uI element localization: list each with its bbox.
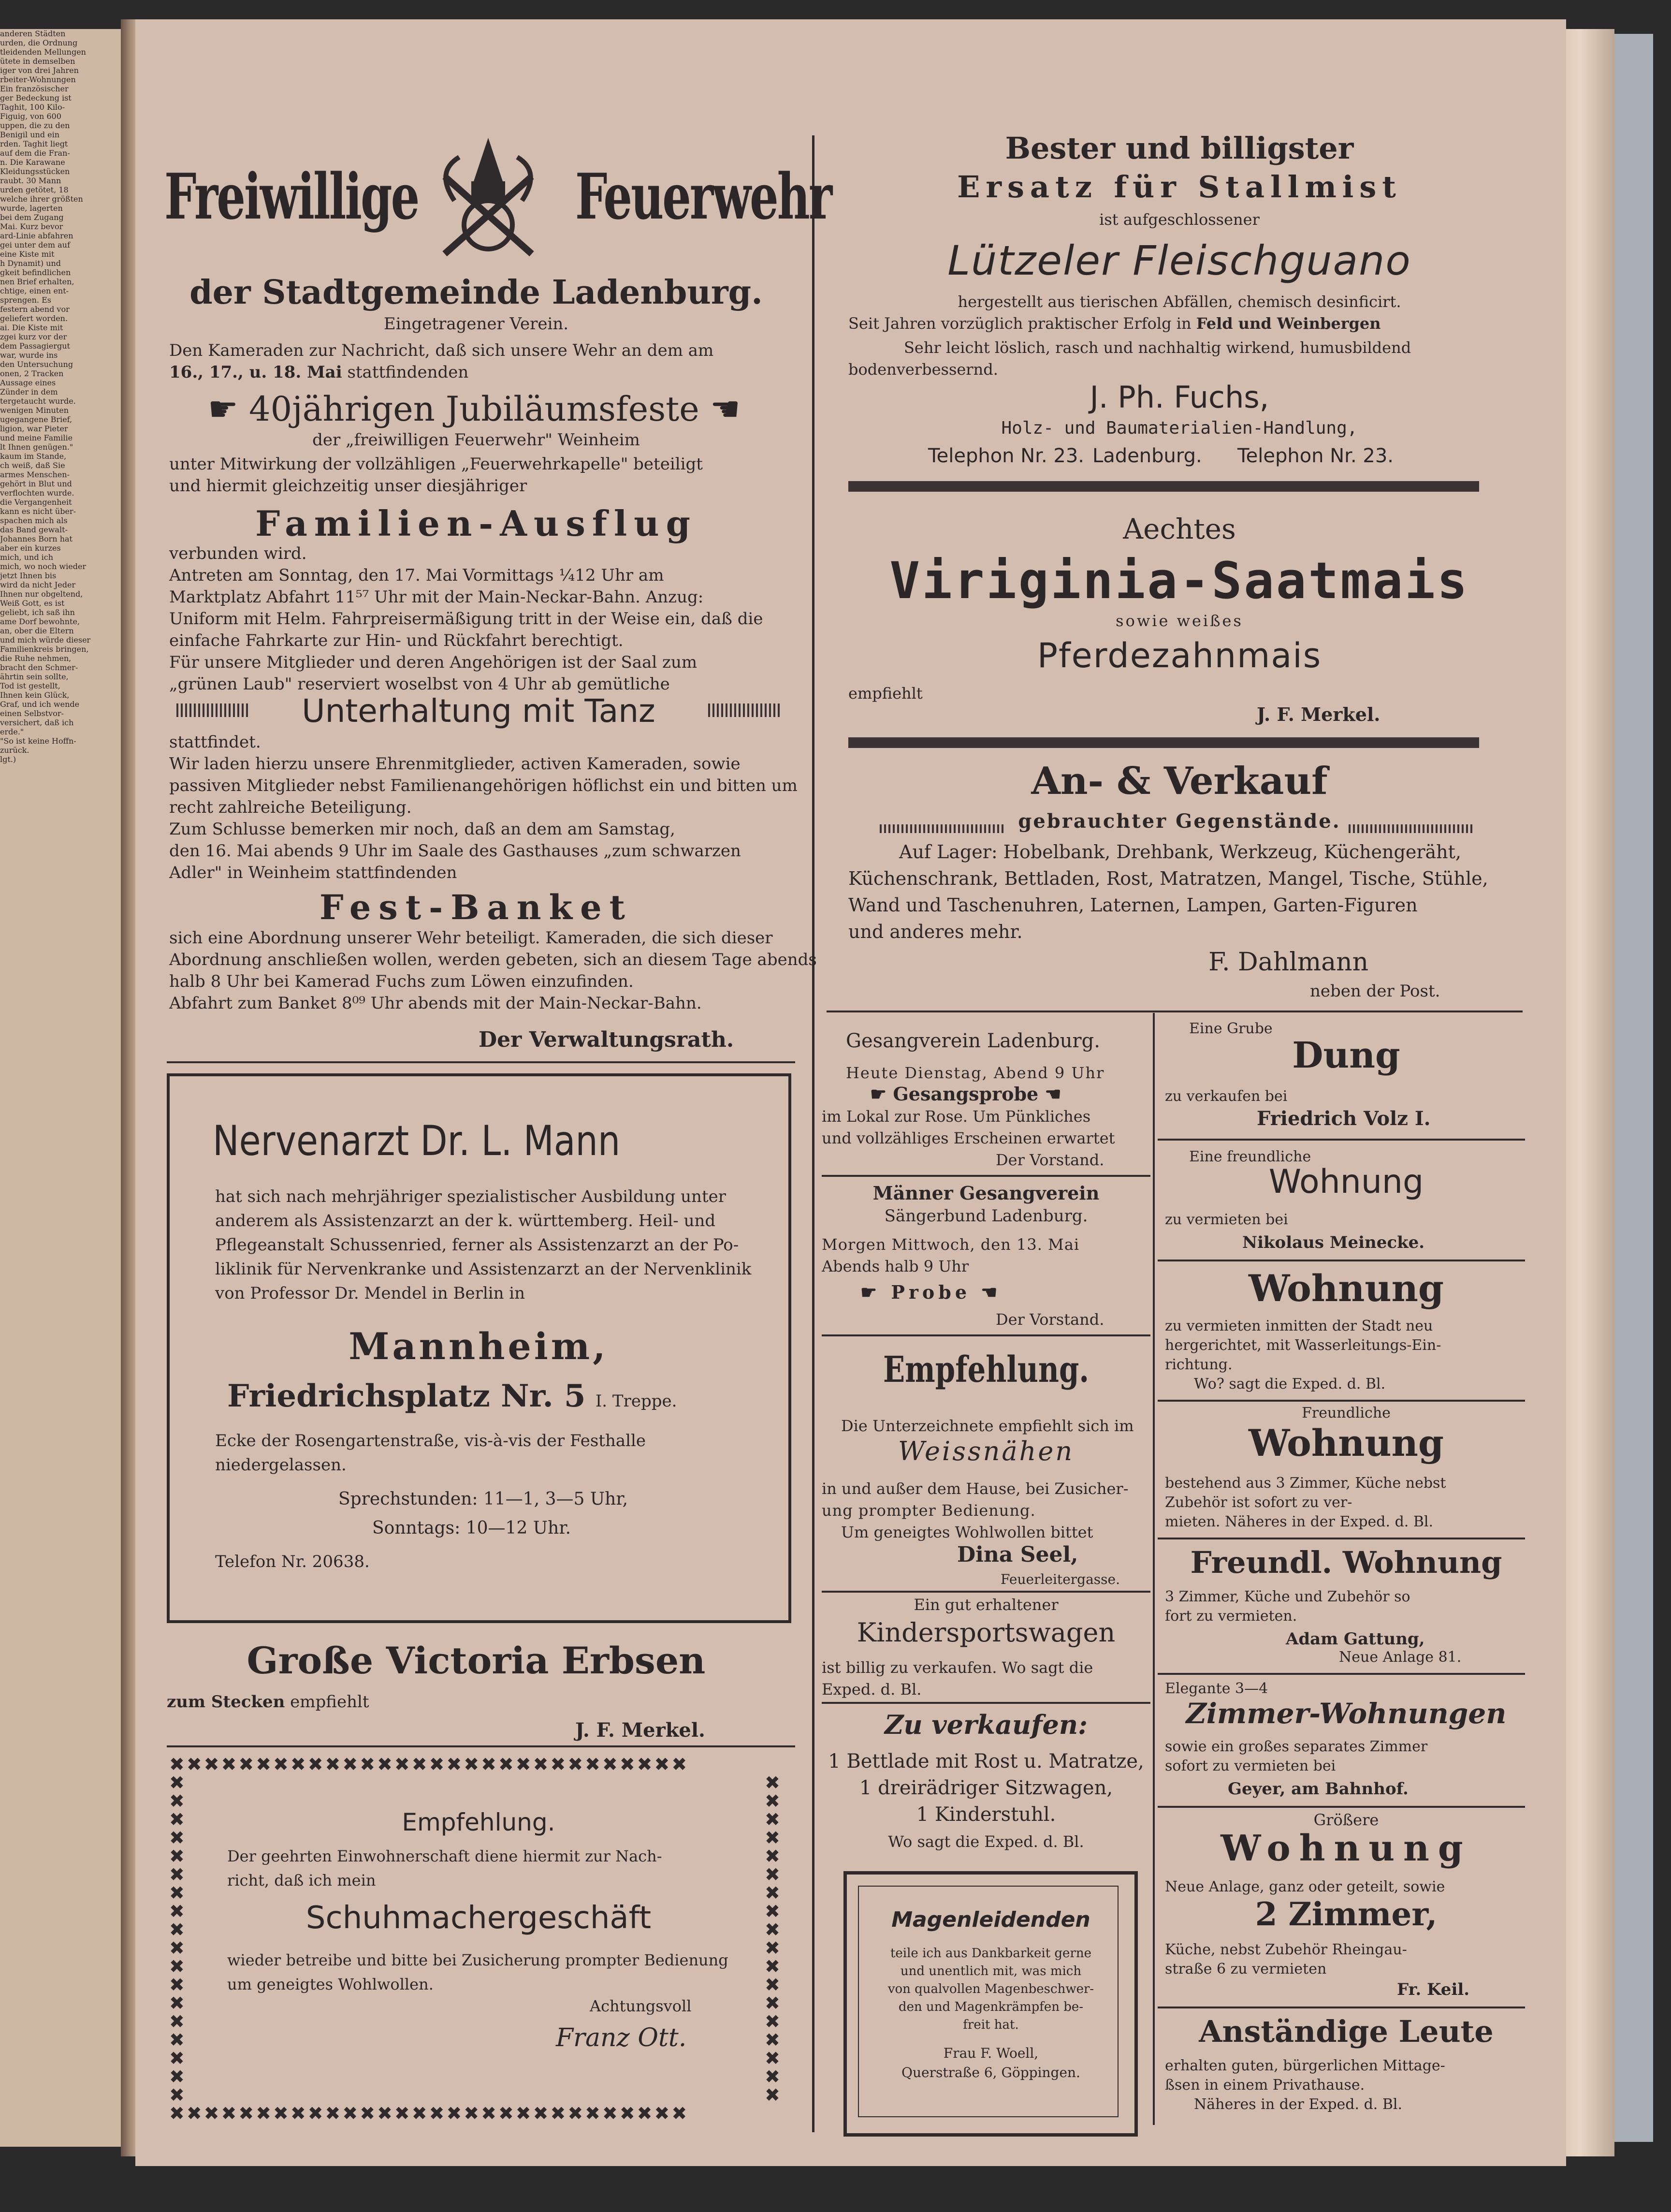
- wohnung2-big: Wohnung: [1248, 1267, 1444, 1310]
- left-page-fragment: bei dem Zugang: [0, 213, 64, 222]
- pointing-hand-left-icon: ☚: [710, 389, 741, 429]
- jubilaeum-title: 40jährigen Jubiläumsfeste: [249, 389, 699, 429]
- unterhaltung-title: Unterhaltung mit Tanz: [302, 692, 655, 730]
- feuerwehr-p7c: recht zahlreiche Beteiligung.: [169, 798, 412, 817]
- feuerwehr-p9a: sich eine Abordnung unserer Wehr beteiligt. Kameraden, die sich dieser: [169, 928, 773, 948]
- feuerwehr-p4b: Marktplatz Abfahrt 11⁵⁷ Uhr mit der Main-Neckar-Bahn. Anzug:: [169, 587, 704, 607]
- left-page-fragment: lt Ihnen genügen.": [0, 442, 73, 452]
- left-page-fragment: die Ruhe nehmen,: [0, 654, 72, 663]
- left-page-fragment: ch weiß, daß Sie: [0, 461, 65, 470]
- freundl-l2: fort zu vermieten.: [1165, 1608, 1297, 1625]
- decor-rule: [708, 703, 781, 717]
- weiss-l2: in und außer dem Hause, bei Zusicher-: [822, 1480, 1129, 1498]
- guano-product: Lützeler Fleischguano: [947, 237, 1411, 284]
- mais-title: Viriginia-Saatmais: [889, 551, 1469, 610]
- left-page-fragment: gkeit befindlichen: [0, 268, 71, 277]
- jubilaeum-line: [208, 389, 741, 429]
- left-page-fragment: Zünder in dem: [0, 387, 58, 396]
- mais-signature: J. F. Merkel.: [1257, 703, 1380, 725]
- separator: [1158, 1139, 1525, 1141]
- feuerwehr-dates: 16., 17., u. 18. Mai: [169, 363, 342, 382]
- left-page-fragment: geliebt, ich saß ihn: [0, 608, 75, 617]
- left-page-fragment: ährtin sein sollte,: [0, 672, 69, 681]
- left-page-fragment: gehört in Blut und: [0, 479, 72, 488]
- separator: [1158, 2007, 1525, 2008]
- leute-big: Anständige Leute: [1199, 2014, 1494, 2049]
- wohnung2-l2: hergerichtet, mit Wasserleitungs-Ein-: [1165, 1337, 1441, 1354]
- decor-rule: [880, 824, 1005, 833]
- left-page-fragment: wenigen Minuten: [0, 406, 69, 415]
- left-page-fragment: die Vergangenheit: [0, 498, 72, 507]
- nervenarzt-l4: liklinik für Nervenkranke und Assistenzarzt an der Nervenklinik: [215, 1260, 752, 1279]
- separator: [167, 1745, 795, 1747]
- left-page-fragment: bracht den Schmer-: [0, 663, 78, 672]
- left-page-fragment: Mai. Kurz bevor: [0, 222, 63, 231]
- left-page-fragment: h Dynamit) und: [0, 259, 61, 268]
- left-page-fragment: Graf, und ich wende: [0, 700, 80, 709]
- feuerwehr-p9c: halb 8 Uhr bei Kamerad Fuchs zum Löwen einzufinden.: [169, 972, 634, 991]
- erbsen-sub-bold: zum Stecken: [167, 1692, 285, 1712]
- feuerwehr-p8a: Zum Schlusse bemerken mir noch, daß an dem am Samstag,: [169, 820, 675, 839]
- erbsen-title: Große Victoria Erbsen: [247, 1639, 706, 1682]
- wohnung3-l4: mieten. Näheres in der Exped. d. Bl.: [1165, 1513, 1434, 1530]
- leute-l2: ßsen in einem Privathause.: [1165, 2077, 1365, 2094]
- kinder-l1: Ein gut erhaltener: [914, 1596, 1059, 1614]
- kinder-l2: ist billig zu verkaufen. Wo sagt die: [822, 1658, 1093, 1677]
- feuerwehr-p10: Abfahrt zum Banket 8⁰⁹ Uhr abends mit der Main-Neckar-Bahn.: [169, 994, 702, 1013]
- separator: [1158, 1806, 1525, 1808]
- wohnung2-l3: richtung.: [1165, 1356, 1233, 1373]
- schuh-achtungsvoll: Achtungsvoll: [590, 1997, 692, 2015]
- feuerwehr-subtitle: der Stadtgemeinde Ladenburg.: [189, 273, 763, 312]
- feuerwehr-verein: Eingetragener Verein.: [383, 314, 569, 334]
- left-page-fragment: sprengen. Es: [0, 295, 51, 305]
- left-page-fragment: verflochten wurde.: [0, 488, 74, 498]
- feuerwehr-p7b: passiven Mitglieder nebst Familienangehörigen höflichst ein und bitten um: [169, 776, 798, 795]
- left-page-fragment: wird da nicht Jeder: [0, 580, 76, 589]
- left-page-fragment: den Untersuchung: [0, 360, 73, 369]
- groessere-l2: Neue Anlage, ganz oder geteilt, sowie: [1165, 1878, 1445, 1895]
- left-page-fragment: Aussage eines: [0, 378, 56, 387]
- guano-l3: Sehr leicht löslich, rasch und nachhaltig wirkend, humusbildend: [904, 338, 1411, 357]
- nervenarzt-l1: hat sich nach mehrjähriger spezialistischer Ausbildung unter: [215, 1187, 726, 1206]
- weiss-l3: ung prompter Bedienung.: [822, 1501, 1036, 1520]
- cross-border-segment: ✖✖✖✖✖✖✖✖✖✖✖✖✖✖✖✖✖✖: [169, 1773, 185, 2104]
- zimmer-l1: Elegante 3—4: [1165, 1680, 1268, 1697]
- nervenarzt-l2: anderem als Assistenzarzt an der k. württemberg. Heil- und: [215, 1211, 716, 1231]
- wohnung1-l1: Eine freundliche: [1189, 1148, 1311, 1165]
- left-page-fragment: welche ihrer größten: [0, 194, 83, 204]
- zuverk-l2: 1 dreirädriger Sitzwagen,: [859, 1777, 1113, 1799]
- mais-sowie: sowie weißes: [1116, 612, 1243, 630]
- bankett-title: Fest-Banket: [320, 887, 633, 927]
- feuerwehr-p5b: „grünen Laub" reserviert woselbst von 4 Uhr ab gemütliche: [169, 674, 670, 694]
- left-page-fragment: und mich würde dieser: [0, 635, 91, 645]
- dung-l1: Eine Grube: [1189, 1020, 1273, 1037]
- thick-separator: [848, 481, 1479, 492]
- wohnung3-l1: Freundliche: [1302, 1405, 1391, 1421]
- left-page-fragment: aber ein kurzes: [0, 543, 61, 553]
- left-page-fragment: auf dem die Fran-: [0, 148, 70, 158]
- left-page-fragment: Figuig, von 600: [0, 112, 61, 121]
- column-divider: [812, 135, 814, 2132]
- wohnung1-big: Wohnung: [1268, 1163, 1424, 1201]
- feuerwehr-p8c: Adler" in Weinheim stattfindenden: [169, 863, 457, 882]
- wohnung2-l1: zu vermieten inmitten der Stadt neu: [1165, 1318, 1433, 1334]
- left-page-fragment: zurück.: [0, 746, 29, 755]
- weiss-l1: Die Unterzeichnete empfiehlt sich im: [841, 1417, 1134, 1435]
- pointing-hand-right-icon: ☛: [860, 1281, 881, 1303]
- magen-l3: von qualvollen Magenbeschwer-: [887, 1982, 1094, 1996]
- maenner-l2: Abends halb 9 Uhr: [822, 1257, 969, 1275]
- left-page-fragment: wurde, lagerten: [0, 204, 63, 213]
- left-page-fragment: anderen Städten: [0, 29, 66, 38]
- nervenarzt-floor: I. Treppe.: [595, 1392, 677, 1411]
- left-page-fragment: ugegangene Brief,: [0, 415, 73, 424]
- left-page-fragment: rbeiter-Wohnungen: [0, 75, 76, 84]
- weiss-sign-sub: Feuerleitergasse.: [1001, 1571, 1120, 1587]
- feuerwehr-p2a: unter Mitwirkung der vollzähligen „Feuerwehrkapelle" beteiligt: [169, 454, 703, 474]
- left-page-fragment: lgt.): [0, 755, 16, 764]
- cross-border-segment: ✖✖✖✖✖✖✖✖✖✖✖✖✖✖✖✖✖✖✖✖✖✖✖✖✖✖✖✖✖✖: [169, 1755, 689, 1773]
- ankauf-l4: und anderes mehr.: [848, 921, 1023, 942]
- maenner-probe: Probe: [891, 1281, 971, 1303]
- schuh-title: Empfehlung.: [402, 1808, 555, 1836]
- feuerwehr-p4a: Antreten am Sonntag, den 17. Mai Vormittags ¼12 Uhr am: [169, 566, 664, 585]
- separator: [822, 1334, 1150, 1336]
- left-page-fragment: Tod ist gestellt,: [0, 681, 60, 690]
- magen-l2: und unentlich mit, was mich: [900, 1964, 1082, 1978]
- gesang-l1: Heute Dienstag, Abend 9 Uhr: [846, 1064, 1105, 1082]
- left-page-fragment: Johannes Born hat: [0, 534, 73, 543]
- zuverk-l3: 1 Kinderstuhl.: [916, 1803, 1056, 1826]
- maenner-signature: Der Vorstand.: [996, 1310, 1104, 1329]
- schuh-signature: Franz Ott.: [556, 2023, 687, 2052]
- ankauf-title: An- & Verkauf: [1031, 759, 1328, 803]
- left-page-fragment: festern abend vor: [0, 305, 70, 314]
- left-page-fragment: erde.": [0, 727, 24, 736]
- zimmer-l3: sofort zu vermieten bei: [1165, 1758, 1336, 1774]
- feuerwehr-p9b: Abordnung anschließen wollen, werden gebeten, sich an diesem Tage abends: [169, 950, 817, 969]
- left-page-fragment: urden getötet, 18: [0, 185, 69, 194]
- magen-l5: freit hat.: [963, 2018, 1019, 2032]
- nervenarzt-telefon: Telefon Nr. 20638.: [215, 1552, 370, 1571]
- feuerwehr-p8b: den 16. Mai abends 9 Uhr im Saale des Gasthauses „zum schwarzen: [169, 841, 741, 861]
- schuh-l3: wieder betreibe und bitte bei Zusicherung prompter Bedienung: [227, 1951, 728, 1969]
- ankauf-signature: F. Dahlmann: [1208, 948, 1369, 977]
- weiss-title: Empfehlung.: [883, 1349, 1089, 1391]
- freundl-signature: Adam Gattung,: [1286, 1629, 1425, 1649]
- left-page-fragment: geliefert worden.: [0, 314, 68, 323]
- feuerwehr-p4d: einfache Fahrkarte zur Hin- und Rückfahrt berechtigt.: [169, 631, 624, 650]
- ankauf-l2: Küchenschrank, Bettladen, Rost, Matratzen, Mangel, Tische, Stühle,: [848, 868, 1488, 889]
- left-page-fragment: nen Brief erhalten,: [0, 277, 74, 286]
- magen-l1: teile ich aus Dankbarkeit gerne: [890, 1946, 1092, 1961]
- left-page-fragment: mich, und ich: [0, 553, 54, 562]
- left-page-fragment: mich, wo noch wieder: [0, 562, 87, 571]
- left-page-fragment: war, wurde ins: [0, 351, 58, 360]
- wohnung3-l2: bestehend aus 3 Zimmer, Küche nebst: [1165, 1475, 1446, 1492]
- groessere-big2: 2 Zimmer,: [1255, 1895, 1438, 1933]
- groessere-l4: straße 6 zu vermieten: [1165, 1961, 1327, 1978]
- gesang-title: Gesangverein Ladenburg.: [846, 1030, 1100, 1052]
- zimmer-l2: sowie ein großes separates Zimmer: [1165, 1738, 1428, 1755]
- guano-l2-bold: Feld und Weinbergen: [1196, 314, 1381, 333]
- guano-h3: ist aufgeschlossener: [1099, 210, 1260, 229]
- feuerwehr-p1a: Den Kameraden zur Nachricht, daß sich unsere Wehr an dem am: [169, 341, 714, 360]
- feuerwehr-der-line: der „freiwilligen Feuerwehr" Weinheim: [312, 430, 640, 450]
- wohnung1-l2: zu vermieten bei: [1165, 1211, 1288, 1228]
- left-page-fragment: dem Passagiergut: [0, 341, 70, 351]
- left-page-fragment: kann es nicht über-: [0, 507, 76, 516]
- guano-firm-sub: Holz- und Baumaterialien-Handlung,: [1001, 418, 1358, 438]
- left-page-fragment: einen Selbstvor-: [0, 709, 64, 718]
- kinder-l3: Exped. d. Bl.: [822, 1680, 922, 1699]
- left-page-fragment: urden, die Ordnung: [0, 38, 78, 47]
- left-page-fragment: ligion, war Pieter: [0, 424, 68, 433]
- nervenarzt-l5: von Professor Dr. Mendel in Berlin in: [215, 1284, 525, 1303]
- schuh-l1: Der geehrten Einwohnerschaft diene hiermit zur Nach-: [227, 1847, 662, 1865]
- groessere-big: Wohnung: [1221, 1828, 1472, 1869]
- guano-h2: Ersatz für Stallmist: [957, 169, 1402, 205]
- left-page-fragment: an, ober die Eltern: [0, 626, 74, 635]
- ankauf-sub: gebrauchter Gegenstände.: [1018, 810, 1341, 833]
- guano-telephon-left: Telephon Nr. 23.: [928, 445, 1084, 467]
- separator: [167, 1061, 795, 1063]
- separator: [1158, 1538, 1525, 1539]
- gesang-l3: und vollzähliges Erscheinen erwartet: [822, 1129, 1115, 1147]
- nervenarzt-l3: Pflegeanstalt Schussenried, ferner als Assistenzarzt an der Po-: [215, 1235, 739, 1255]
- left-page-fragment: iger von drei Jahren: [0, 66, 79, 75]
- feuerwehr-p2b: und hiermit gleichzeitig unser diesjähriger: [169, 476, 527, 496]
- left-page-fragment: chtige, einen ent-: [0, 286, 69, 295]
- schuh-l4: um geneigtes Wohlwollen.: [227, 1975, 434, 1993]
- feuerwehr-p7a: Wir laden hierzu unsere Ehrenmitglieder, activen Kameraden, sowie: [169, 754, 741, 774]
- zuverk-l4: Wo sagt die Exped. d. Bl.: [888, 1832, 1084, 1851]
- nervenarzt-city: Mannheim,: [349, 1325, 609, 1368]
- magen-l4: den und Magenkrämpfen be-: [898, 2000, 1084, 2014]
- freundl-big: Freundl. Wohnung: [1190, 1545, 1502, 1580]
- guano-h1: Bester und billigster: [1005, 131, 1354, 166]
- wohnung3-l3: Zubehör ist sofort zu ver-: [1165, 1494, 1352, 1511]
- left-page-fragment: gei unter dem auf: [0, 240, 70, 249]
- left-page-fragment: Benigil und ein: [0, 130, 60, 139]
- magen-signature: Frau F. Woell,: [943, 2045, 1039, 2061]
- feuerwehr-signature: Der Verwaltungsrath.: [479, 1027, 734, 1052]
- leute-l1: erhalten guten, bürgerlichen Mittage-: [1165, 2057, 1445, 2074]
- groessere-l1: Größere: [1313, 1811, 1379, 1829]
- kinder-big: Kindersportswagen: [857, 1617, 1116, 1648]
- left-page-fragment: rden. Taghit liegt: [0, 139, 68, 148]
- zimmer-big: Zimmer-Wohnungen: [1186, 1697, 1507, 1730]
- left-page-fragment: tleidenden Mellungen: [0, 47, 86, 57]
- left-page-fragment: das Band gewalt-: [0, 525, 68, 534]
- decor-rule: [1349, 824, 1474, 833]
- ankauf-sign-sub: neben der Post.: [1310, 981, 1440, 1001]
- left-page-fragment: kaum im Stande,: [0, 452, 67, 461]
- weiss-l4: Um geneigtes Wohlwollen bittet: [841, 1523, 1093, 1541]
- left-page-fragment: Weiß Gott, es ist: [0, 599, 65, 608]
- gesang-l2: im Lokal zur Rose. Um Pünkliches: [822, 1107, 1091, 1126]
- left-page-fragment: ard-Linie abfahren: [0, 231, 73, 240]
- decor-rule: [176, 703, 249, 717]
- nervenarzt-sprechstunden: Sprechstunden: 11—1, 3—5 Uhr,: [338, 1489, 628, 1509]
- left-page-fragment: onen, 2 Tracken: [0, 369, 64, 378]
- nervenarzt-sonntags: Sonntags: 10—12 Uhr.: [372, 1518, 571, 1538]
- schuh-big: Schuhmachergeschäft: [305, 1900, 652, 1936]
- erbsen-sub: empfiehlt: [290, 1692, 369, 1712]
- pointing-hand-left-icon: ☚: [981, 1281, 1002, 1303]
- maenner-t1: Männer Gesangverein: [872, 1182, 1100, 1204]
- erbsen-signature: J. F. Merkel.: [575, 1719, 705, 1742]
- groessere-l3: Küche, nebst Zubehör Rheingau-: [1165, 1941, 1407, 1958]
- nervenarzt-l7: niedergelassen.: [215, 1455, 347, 1475]
- schuh-l2: richt, daß ich mein: [227, 1871, 376, 1890]
- zimmer-signature: Geyer, am Bahnhof.: [1228, 1779, 1409, 1799]
- left-page-fragment: versichert, daß ich: [0, 718, 74, 727]
- separator: [822, 1175, 1150, 1177]
- pointing-hand-left-icon: ☚: [1045, 1083, 1061, 1105]
- separator: [822, 1702, 1150, 1704]
- maenner-l1: Morgen Mittwoch, den 13. Mai: [822, 1235, 1080, 1254]
- ankauf-l1: Auf Lager: Hobelbank, Drehbank, Werkzeug, Küchengeräht,: [899, 841, 1461, 863]
- left-page-fragment: Taghit, 100 Kilo-: [0, 103, 65, 112]
- left-page-fragment: ger Bedeckung ist: [0, 93, 72, 103]
- feuerwehr-word-right: Feuerwehr: [575, 160, 831, 234]
- maenner-t2: Sängerbund Ladenburg.: [884, 1206, 1088, 1226]
- left-page-fragment: eine Kiste mit: [0, 249, 55, 259]
- separator: [1158, 1400, 1525, 1402]
- left-page-fragment: "So ist keine Hoffn-: [0, 736, 76, 746]
- left-page-fragment: jetzt Ihnen bis: [0, 571, 57, 580]
- separator: [822, 1591, 1150, 1593]
- left-page-fragment: Familienkreis bringen,: [0, 645, 89, 654]
- magen-sign-sub: Querstraße 6, Göppingen.: [901, 2065, 1080, 2080]
- left-page-fragment: und meine Familie: [0, 433, 73, 442]
- mais-empfiehlt: empfiehlt: [848, 684, 923, 703]
- nervenarzt-address: Friedrichsplatz Nr. 5: [227, 1378, 586, 1414]
- left-page-fragment: n. Die Karawane: [0, 158, 65, 167]
- pointing-hand-right-icon: ☛: [870, 1083, 887, 1105]
- separator: [1158, 1673, 1525, 1675]
- guano-firm: J. Ph. Fuchs,: [1090, 380, 1269, 415]
- magen-title: Magenleidenden: [891, 1907, 1090, 1932]
- left-page-fragment: tergetaucht wurde.: [0, 396, 76, 406]
- left-page-fragment: ame Dorf bewohnte,: [0, 617, 80, 626]
- zuverk-l1: 1 Bettlade mit Rost u. Matratze,: [828, 1750, 1144, 1773]
- freundl-sign-sub: Neue Anlage 81.: [1339, 1649, 1462, 1666]
- wohnung2-l4: Wo? sagt die Exped. d. Bl.: [1194, 1376, 1386, 1392]
- dung-l2: zu verkaufen bei: [1165, 1088, 1288, 1105]
- feuerwehr-p1b: stattfindenden: [347, 363, 469, 382]
- column-divider-right: [1153, 1013, 1155, 2125]
- feuerwehr-word-left: Freiwillige: [164, 160, 419, 234]
- wohnung3-big: Wohnung: [1248, 1421, 1444, 1465]
- ankauf-l3: Wand und Taschenuhren, Laternen, Lampen, Garten-Figuren: [848, 894, 1418, 916]
- mais-h1: Aechtes: [1123, 513, 1236, 545]
- nervenarzt-l6: Ecke der Rosengartenstraße, vis-à-vis der Festhalle: [215, 1431, 646, 1450]
- feuerwehr-p5a: Für unsere Mitglieder und deren Angehörigen ist der Saal zum: [169, 653, 697, 672]
- feuerwehr-p6: stattfindet.: [169, 732, 261, 752]
- leute-l3: Näheres in der Exped. d. Bl.: [1194, 2096, 1403, 2113]
- left-page-fragment: raubt. 30 Mann: [0, 176, 61, 185]
- guano-l2: Seit Jahren vorzüglich praktischer Erfolg in: [848, 314, 1191, 333]
- left-page-fragment: ütete in demselben: [0, 57, 75, 66]
- wohnung1-signature: Nikolaus Meinecke.: [1242, 1233, 1425, 1252]
- gesang-signature: Der Vorstand.: [996, 1151, 1104, 1169]
- groessere-signature: Fr. Keil.: [1397, 1980, 1470, 1999]
- left-page-fragment: Ihnen nur obgeltend,: [0, 589, 83, 599]
- zuverk-title: Zu verkaufen:: [884, 1709, 1088, 1740]
- left-page-fragment: ai. Die Kiste mit: [0, 323, 63, 332]
- cross-border-segment: ✖✖✖✖✖✖✖✖✖✖✖✖✖✖✖✖✖✖: [765, 1773, 780, 2104]
- left-page-fragment: armes Menschen-: [0, 470, 70, 479]
- weiss-big: Weissnähen: [898, 1436, 1075, 1466]
- left-page-text: [0, 29, 123, 2147]
- ausflug-title: Familien-Ausflug: [255, 503, 697, 544]
- nervenarzt-title: Nervenarzt Dr. L. Mann: [213, 1117, 621, 1165]
- dung-signature: Friedrich Volz I.: [1257, 1107, 1431, 1130]
- guano-l4: bodenverbessernd.: [848, 360, 998, 379]
- weiss-signature: Dina Seel,: [957, 1542, 1078, 1567]
- mais-title2: Pferdezahnmais: [1037, 636, 1322, 675]
- left-page-fragment: Kleidungsstücken: [0, 167, 70, 176]
- thick-separator: [848, 737, 1479, 748]
- guano-telephon-right: Telephon Nr. 23.: [1237, 445, 1394, 467]
- cross-border-segment: ✖✖✖✖✖✖✖✖✖✖✖✖✖✖✖✖✖✖✖✖✖✖✖✖✖✖✖✖✖✖: [169, 2104, 689, 2123]
- guano-l1: hergestellt aus tierischen Abfällen, chemisch desinficirt.: [958, 293, 1401, 311]
- gesang-probe: Gesangsprobe: [893, 1083, 1039, 1105]
- left-page-fragment: zgei kurz vor der: [0, 332, 67, 341]
- feuerwehr-p3: verbunden wird.: [169, 544, 307, 563]
- separator: [827, 1011, 1523, 1012]
- left-page-fragment: Ihnen kein Glück,: [0, 690, 70, 700]
- separator: [1158, 1260, 1525, 1261]
- dung-big: Dung: [1292, 1035, 1400, 1076]
- left-page-fragment: uppen, die zu den: [0, 121, 70, 130]
- pointing-hand-right-icon: ☛: [208, 389, 238, 429]
- fire-brigade-emblem-icon: [425, 128, 551, 273]
- guano-town: Ladenburg.: [1092, 445, 1202, 467]
- feuerwehr-p4c: Uniform mit Helm. Fahrpreisermäßigung tritt in der Weise ein, daß die: [169, 609, 763, 629]
- left-page-fragment: spachen mich als: [0, 516, 68, 525]
- left-page-fragment: Ein französischer: [0, 84, 69, 93]
- freundl-l1: 3 Zimmer, Küche und Zubehör so: [1165, 1588, 1410, 1605]
